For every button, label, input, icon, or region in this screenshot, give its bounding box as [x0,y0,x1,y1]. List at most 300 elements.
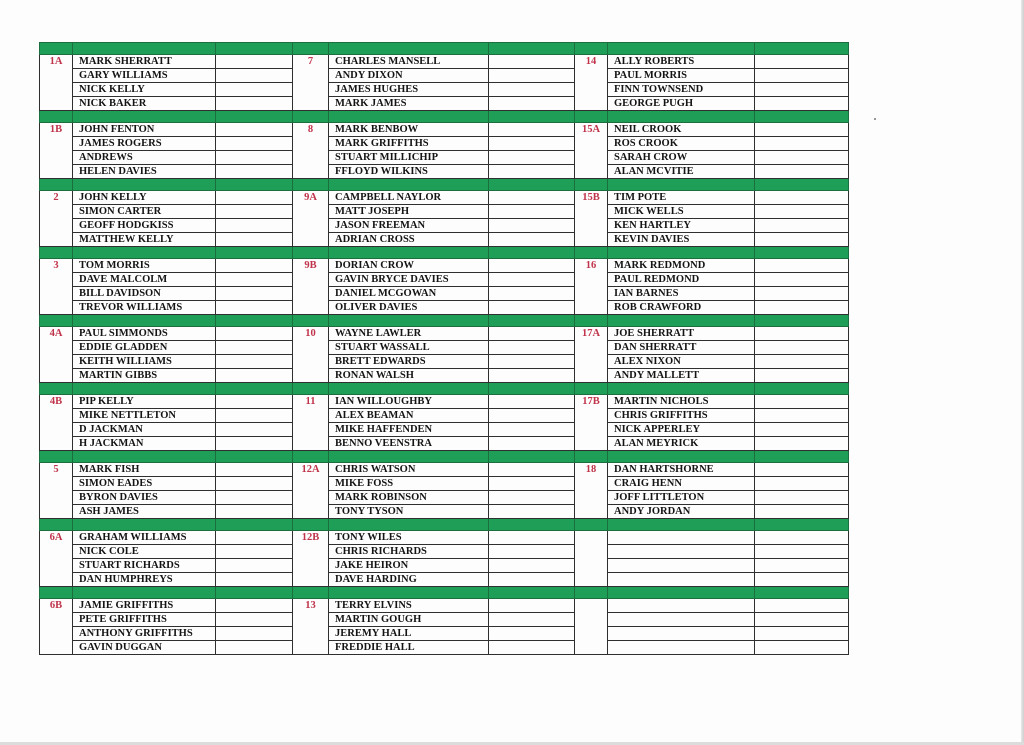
team-number: 1B [40,123,73,179]
green-band-cell [575,43,608,55]
green-band-cell [73,179,216,191]
green-band-cell [40,43,73,55]
blank-score-cell [489,123,575,137]
player-name-cell: IAN WILLOUGHBY [329,395,489,409]
green-band-cell [329,247,489,259]
team-number: 12A [293,463,329,519]
blank-score-cell [489,599,575,613]
blank-score-cell [216,641,293,655]
player-name-cell: MARTIN GOUGH [329,613,489,627]
green-band-cell [608,111,755,123]
player-name-cell: ANDY DIXON [329,69,489,83]
player-name-cell: JASON FREEMAN [329,219,489,233]
player-name-cell: ROS CROOK [608,137,755,151]
green-band-cell [575,519,608,531]
green-band-cell [608,43,755,55]
blank-score-cell [489,69,575,83]
green-band-cell [608,587,755,599]
player-name-cell: NICK KELLY [73,83,216,97]
blank-score-cell [755,55,849,69]
blank-score-cell [755,273,849,287]
blank-score-cell [489,191,575,205]
green-band-cell [329,383,489,395]
green-band-cell [608,315,755,327]
player-name-cell: PAUL MORRIS [608,69,755,83]
team-member-row [40,477,849,491]
player-name-cell [608,545,755,559]
team-member-row [40,545,849,559]
team-number: 10 [293,327,329,383]
player-name-cell [608,599,755,613]
player-name-cell: MATT JOSEPH [329,205,489,219]
blank-score-cell [216,559,293,573]
player-name-cell: MARK BENBOW [329,123,489,137]
player-name-cell: STUART WASSALL [329,341,489,355]
green-band-cell [216,315,293,327]
green-band-cell [329,179,489,191]
player-name-cell: DORIAN CROW [329,259,489,273]
green-band-cell [489,111,575,123]
blank-score-cell [216,505,293,519]
player-name-cell: ANDREWS [73,151,216,165]
team-member-row [40,409,849,423]
blank-score-cell [489,327,575,341]
green-band-row [40,587,849,599]
blank-score-cell [216,423,293,437]
player-name-cell [608,641,755,655]
team-member-row [40,205,849,219]
player-name-cell: OLIVER DAVIES [329,301,489,315]
green-band-cell [73,247,216,259]
blank-score-cell [755,259,849,273]
green-band-cell [329,315,489,327]
team-member-row [40,273,849,287]
blank-score-cell [755,205,849,219]
blank-score-cell [216,477,293,491]
team-member-row [40,301,849,315]
green-band-cell [216,451,293,463]
scan-speck [874,118,876,120]
green-band-cell [755,179,849,191]
team-member-row [40,83,849,97]
blank-score-cell [489,259,575,273]
blank-score-cell [755,627,849,641]
team-member-row [40,355,849,369]
blank-score-cell [755,191,849,205]
team-number: 3 [40,259,73,315]
green-band-cell [73,519,216,531]
team-member-row [40,627,849,641]
player-name-cell: NEIL CROOK [608,123,755,137]
blank-score-cell [489,491,575,505]
player-name-cell: TONY WILES [329,531,489,545]
green-band-cell [489,315,575,327]
blank-score-cell [216,165,293,179]
blank-score-cell [755,491,849,505]
player-name-cell: NICK BAKER [73,97,216,111]
blank-score-cell [216,301,293,315]
blank-score-cell [216,273,293,287]
blank-score-cell [489,531,575,545]
green-band-cell [293,383,329,395]
green-band-row [40,111,849,123]
blank-score-cell [489,97,575,111]
blank-score-cell [216,355,293,369]
team-member-row [40,641,849,655]
blank-score-cell [489,641,575,655]
green-band-row [40,315,849,327]
green-band-cell [73,587,216,599]
blank-score-cell [755,369,849,383]
blank-score-cell [216,613,293,627]
blank-score-cell [216,395,293,409]
player-name-cell: BRETT EDWARDS [329,355,489,369]
green-band-cell [293,43,329,55]
player-name-cell: NICK APPERLEY [608,423,755,437]
player-name-cell: MARK JAMES [329,97,489,111]
team-member-row [40,463,849,477]
green-band-cell [608,247,755,259]
team-grid-body [40,43,849,655]
blank-score-cell [489,423,575,437]
green-band-cell [216,43,293,55]
blank-score-cell [755,97,849,111]
player-name-cell: KEN HARTLEY [608,219,755,233]
green-band-cell [329,587,489,599]
blank-score-cell [755,69,849,83]
green-band-cell [489,383,575,395]
team-member-row [40,191,849,205]
green-band-cell [755,383,849,395]
team-number: 4B [40,395,73,451]
blank-score-cell [489,205,575,219]
green-band-row [40,43,849,55]
player-name-cell: D JACKMAN [73,423,216,437]
blank-score-cell [755,423,849,437]
blank-score-cell [489,573,575,587]
player-name-cell: ALLY ROBERTS [608,55,755,69]
blank-score-cell [755,599,849,613]
green-band-row [40,451,849,463]
blank-score-cell [216,409,293,423]
player-name-cell: MIKE HAFFENDEN [329,423,489,437]
blank-score-cell [216,341,293,355]
blank-score-cell [489,273,575,287]
player-name-cell: JOFF LITTLETON [608,491,755,505]
player-name-cell: JOHN KELLY [73,191,216,205]
team-member-row [40,259,849,273]
blank-score-cell [755,355,849,369]
player-name-cell: DAN SHERRATT [608,341,755,355]
team-number: 5 [40,463,73,519]
blank-score-cell [216,151,293,165]
blank-score-cell [755,341,849,355]
team-member-row [40,369,849,383]
team-member-row [40,505,849,519]
green-band-cell [489,451,575,463]
blank-score-cell [216,437,293,451]
green-band-cell [293,587,329,599]
green-band-cell [293,179,329,191]
blank-score-cell [755,395,849,409]
team-member-row [40,613,849,627]
blank-score-cell [216,123,293,137]
team-member-row [40,287,849,301]
green-band-cell [575,247,608,259]
team-member-row [40,599,849,613]
team-number: 7 [293,55,329,111]
green-band-cell [293,451,329,463]
team-member-row [40,341,849,355]
team-member-row [40,97,849,111]
player-name-cell: TONY TYSON [329,505,489,519]
player-name-cell: JAMIE GRIFFITHS [73,599,216,613]
player-name-cell: ALAN MEYRICK [608,437,755,451]
player-name-cell [608,627,755,641]
team-number: 17B [575,395,608,451]
green-band-cell [40,179,73,191]
green-band-cell [575,451,608,463]
blank-score-cell [755,545,849,559]
team-member-row [40,219,849,233]
blank-score-cell [489,369,575,383]
player-name-cell: H JACKMAN [73,437,216,451]
team-number: 13 [293,599,329,655]
blank-score-cell [489,463,575,477]
green-band-cell [329,519,489,531]
green-band-cell [40,451,73,463]
blank-score-cell [489,151,575,165]
team-number: 6A [40,531,73,587]
blank-score-cell [755,219,849,233]
green-band-cell [216,247,293,259]
player-name-cell: WAYNE LAWLER [329,327,489,341]
player-name-cell: SARAH CROW [608,151,755,165]
blank-score-cell [489,505,575,519]
green-band-cell [608,451,755,463]
player-name-cell: CHRIS RICHARDS [329,545,489,559]
green-band-row [40,179,849,191]
player-name-cell: JAMES ROGERS [73,137,216,151]
blank-score-cell [755,123,849,137]
blank-score-cell [216,97,293,111]
blank-score-cell [755,327,849,341]
green-band-cell [293,247,329,259]
team-number: 2 [40,191,73,247]
blank-score-cell [755,531,849,545]
green-band-cell [40,383,73,395]
team-number: 14 [575,55,608,111]
green-band-cell [575,587,608,599]
player-name-cell: NICK COLE [73,545,216,559]
green-band-row [40,383,849,395]
green-band-cell [329,111,489,123]
player-name-cell: CRAIG HENN [608,477,755,491]
player-name-cell: JEREMY HALL [329,627,489,641]
blank-score-cell [216,219,293,233]
team-number: 11 [293,395,329,451]
blank-score-cell [755,287,849,301]
team-member-row [40,151,849,165]
blank-score-cell [755,137,849,151]
blank-score-cell [755,301,849,315]
green-band-cell [575,315,608,327]
player-name-cell: DANIEL MCGOWAN [329,287,489,301]
player-name-cell: GRAHAM WILLIAMS [73,531,216,545]
green-band-cell [73,43,216,55]
team-number: 12B [293,531,329,587]
green-band-cell [755,247,849,259]
team-member-row [40,233,849,247]
player-name-cell: CAMPBELL NAYLOR [329,191,489,205]
team-member-row [40,437,849,451]
player-name-cell: JOE SHERRATT [608,327,755,341]
green-band-row [40,519,849,531]
player-name-cell: DAN HUMPHREYS [73,573,216,587]
green-band-cell [73,383,216,395]
player-name-cell: ANDY JORDAN [608,505,755,519]
player-name-cell: PIP KELLY [73,395,216,409]
team-number: 9A [293,191,329,247]
player-name-cell: MATTHEW KELLY [73,233,216,247]
blank-score-cell [489,219,575,233]
green-band-cell [755,451,849,463]
green-band-cell [489,247,575,259]
player-name-cell: MARK REDMOND [608,259,755,273]
green-band-cell [755,315,849,327]
player-name-cell: ROB CRAWFORD [608,301,755,315]
player-name-cell: PAUL REDMOND [608,273,755,287]
green-band-cell [216,587,293,599]
team-number: 8 [293,123,329,179]
player-name-cell: BYRON DAVIES [73,491,216,505]
green-band-cell [73,315,216,327]
player-name-cell: GAVIN BRYCE DAVIES [329,273,489,287]
player-name-cell: DAVE MALCOLM [73,273,216,287]
blank-score-cell [755,477,849,491]
blank-score-cell [216,259,293,273]
green-band-cell [755,111,849,123]
team-number: 15B [575,191,608,247]
player-name-cell: MARK SHERRATT [73,55,216,69]
player-name-cell: BENNO VEENSTRA [329,437,489,451]
green-band-cell [608,383,755,395]
blank-score-cell [755,83,849,97]
player-name-cell: PAUL SIMMONDS [73,327,216,341]
green-band-cell [489,43,575,55]
green-band-cell [73,111,216,123]
blank-score-cell [216,369,293,383]
blank-score-cell [216,233,293,247]
blank-score-cell [216,491,293,505]
green-band-cell [755,587,849,599]
blank-score-cell [755,233,849,247]
team-member-row [40,165,849,179]
green-band-cell [755,43,849,55]
blank-score-cell [216,205,293,219]
blank-score-cell [216,69,293,83]
blank-score-cell [489,409,575,423]
player-name-cell: JAKE HEIRON [329,559,489,573]
team-member-row [40,123,849,137]
blank-score-cell [216,137,293,151]
player-name-cell: JAMES HUGHES [329,83,489,97]
player-name-cell: RONAN WALSH [329,369,489,383]
player-name-cell: STUART MILLICHIP [329,151,489,165]
green-band-cell [40,587,73,599]
team-number: 17A [575,327,608,383]
team-grid-table [39,42,849,655]
player-name-cell: CHRIS GRIFFITHS [608,409,755,423]
player-name-cell: SIMON EADES [73,477,216,491]
green-band-cell [40,111,73,123]
team-member-row [40,573,849,587]
green-band-cell [216,519,293,531]
player-name-cell: MICK WELLS [608,205,755,219]
green-band-cell [489,179,575,191]
player-name-cell: TIM POTE [608,191,755,205]
player-name-cell [608,613,755,627]
blank-score-cell [755,165,849,179]
player-name-cell: FREDDIE HALL [329,641,489,655]
player-name-cell: GAVIN DUGGAN [73,641,216,655]
blank-score-cell [489,83,575,97]
blank-score-cell [216,573,293,587]
blank-score-cell [489,437,575,451]
green-band-cell [489,519,575,531]
green-band-cell [608,519,755,531]
player-name-cell: MARTIN GIBBS [73,369,216,383]
green-band-cell [40,519,73,531]
player-name-cell: ALEX NIXON [608,355,755,369]
blank-score-cell [489,395,575,409]
green-band-cell [216,383,293,395]
player-name-cell: ANDY MALLETT [608,369,755,383]
blank-score-cell [755,505,849,519]
blank-score-cell [755,437,849,451]
team-member-row [40,559,849,573]
green-band-cell [40,315,73,327]
blank-score-cell [489,477,575,491]
blank-score-cell [755,573,849,587]
blank-score-cell [489,627,575,641]
player-name-cell: IAN BARNES [608,287,755,301]
team-number [575,531,608,587]
blank-score-cell [755,641,849,655]
team-number: 16 [575,259,608,315]
player-name-cell: MARK ROBINSON [329,491,489,505]
green-band-cell [608,179,755,191]
blank-score-cell [216,287,293,301]
player-name-cell: GEORGE PUGH [608,97,755,111]
player-name-cell: TOM MORRIS [73,259,216,273]
green-band-cell [755,519,849,531]
player-name-cell: CHRIS WATSON [329,463,489,477]
blank-score-cell [489,301,575,315]
player-name-cell: KEITH WILLIAMS [73,355,216,369]
player-name-cell: MIKE NETTLETON [73,409,216,423]
blank-score-cell [755,409,849,423]
green-band-row [40,247,849,259]
blank-score-cell [489,545,575,559]
green-band-cell [575,383,608,395]
player-name-cell: CHARLES MANSELL [329,55,489,69]
team-number: 15A [575,123,608,179]
player-name-cell: MARK FISH [73,463,216,477]
player-name-cell: HELEN DAVIES [73,165,216,179]
player-name-cell: KEVIN DAVIES [608,233,755,247]
green-band-cell [40,247,73,259]
